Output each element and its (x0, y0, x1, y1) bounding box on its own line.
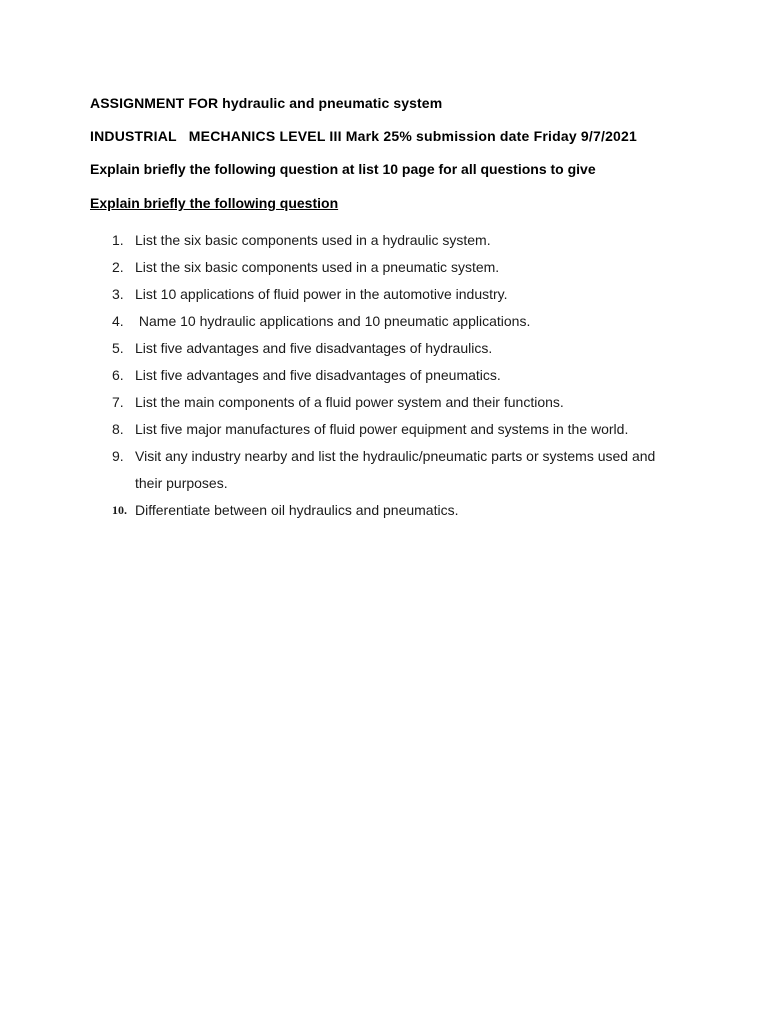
question-number: 9. (112, 448, 124, 464)
question-list (0, 227, 768, 524)
question-number: 4. (112, 313, 124, 329)
question-number: 1. (112, 232, 124, 248)
document-title: ASSIGNMENT FOR hydraulic and pneumatic system (90, 95, 443, 111)
question-number: 5. (112, 340, 124, 356)
question-text: Visit any industry nearby and list the hydraulic/pneumatic parts or systems used and their purposes. (135, 448, 656, 491)
question-text: Name 10 hydraulic applications and 10 pneumatic applications. (135, 313, 531, 329)
question-text: List five major manufactures of fluid power equipment and systems in the world. (135, 421, 629, 437)
document-instruction: Explain briefly the following question at list 10 page for all questions to give (90, 161, 596, 177)
list-item (0, 308, 768, 335)
question-number: 3. (112, 286, 124, 302)
question-text: List five advantages and five disadvantages of hydraulics. (135, 340, 493, 356)
question-number: 8. (112, 421, 124, 437)
question-number: 6. (112, 367, 124, 383)
list-item (0, 335, 768, 362)
list-item (0, 362, 768, 389)
document-subtitle: INDUSTRIAL MECHANICS LEVEL III Mark 25% submission date Friday 9/7/2021 (90, 128, 638, 144)
question-text: List the six basic components used in a hydraulic system. (135, 232, 491, 248)
list-item (0, 443, 768, 497)
list-item (0, 227, 768, 254)
list-item (0, 281, 768, 308)
question-number: 10. (112, 503, 127, 517)
list-item (0, 416, 768, 443)
list-item (0, 254, 768, 281)
question-number: 7. (112, 394, 124, 410)
question-text: List 10 applications of fluid power in the automotive industry. (135, 286, 508, 302)
question-text: List five advantages and five disadvantages of pneumatics. (135, 367, 501, 383)
section-heading: Explain briefly the following question (90, 195, 339, 211)
question-text: List the main components of a fluid power system and their functions. (135, 394, 564, 410)
list-item (0, 389, 768, 416)
question-text: Differentiate between oil hydraulics and pneumatics. (135, 502, 459, 518)
question-text: List the six basic components used in a pneumatic system. (135, 259, 500, 275)
question-number: 2. (112, 259, 124, 275)
list-item (0, 497, 768, 524)
